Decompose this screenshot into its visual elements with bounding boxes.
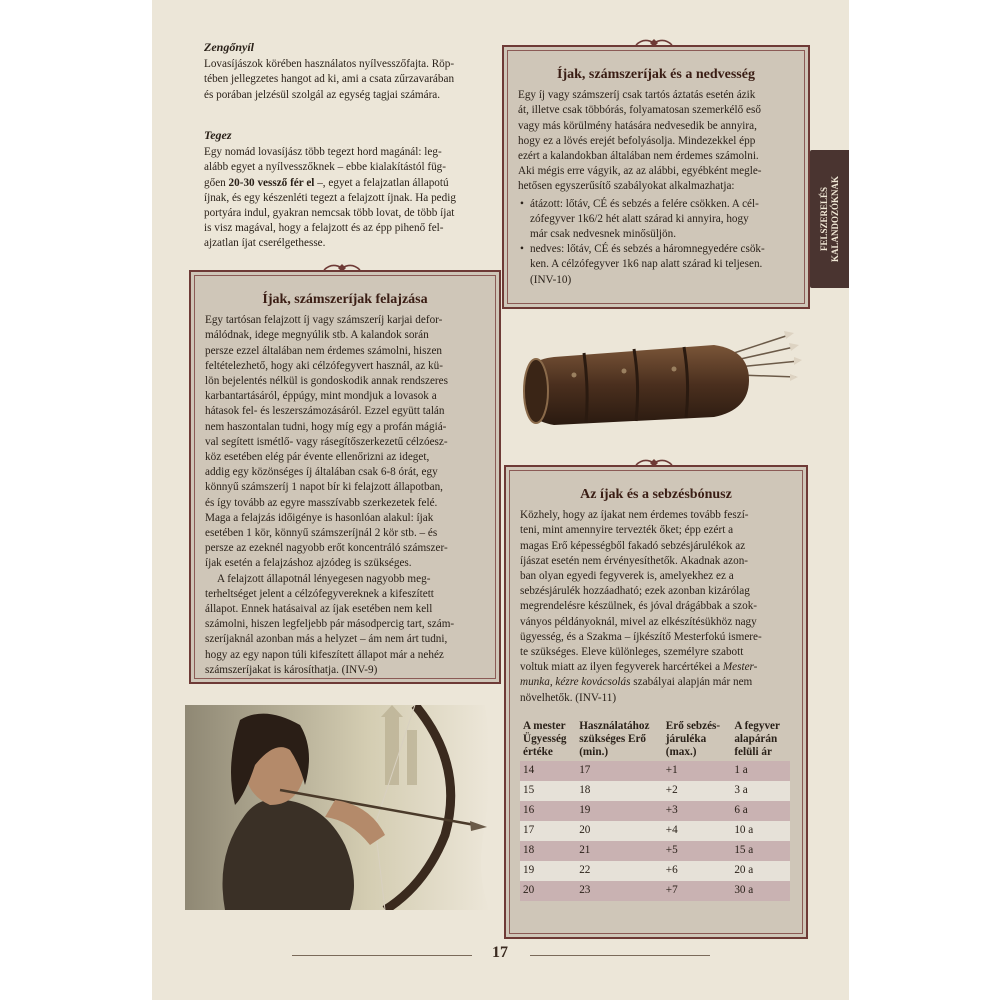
text-line: számszeríjakat is károsíthatja. (INV-9) <box>205 663 378 676</box>
box-felajzas <box>189 270 501 684</box>
text-line: karbantartásáról, éppúgy, mint mondjuk a lovasok a <box>205 390 437 403</box>
text-line: szeríjaknál azonban más a helyzet – ám nem árt tudni, <box>205 633 448 646</box>
text-line: terheltséget jelent a célzófegyvereknek a kifeszített <box>205 587 434 600</box>
text-line: hetősen egyszerűsítő szabályokat alkalmazhatja: <box>518 180 735 193</box>
text-line: Egy tartósan felajzott íj vagy számszeríj karjai defor- <box>205 314 443 327</box>
table-header-row <box>520 720 790 761</box>
footer-line-right <box>530 955 710 956</box>
text-line: sebzésjárulék hozzáadható; ezek azonban kizárólag <box>520 585 750 598</box>
box-felajzas-content <box>205 292 485 678</box>
text-line: Egy íj vagy számszeríj csak tartós áztatás esetén ázik <box>518 89 756 102</box>
box-nedvesseg <box>502 45 810 309</box>
bullet-list <box>518 197 794 288</box>
text-line: Aki mégis erre vágyik, az az alábbi, egyébként megle- <box>518 165 762 178</box>
box-sebzesbonusz <box>504 465 808 939</box>
table-header: Használatához szükséges Erő (min.) <box>579 719 650 758</box>
tegez-line: alább egyet a nyílvesszőknek – ebbe kialakítástól füg- <box>204 161 447 174</box>
text-line: teni, mint amennyire tervezték őket; épp ezért a <box>520 524 734 537</box>
page-number: 17 <box>492 944 508 961</box>
text-line: hogy az egy napon túli kifeszített állapot már a nehéz <box>205 648 444 661</box>
text-line: esetében 1 kör, könnyű számszeríjnál 2 kör stb. – és <box>205 527 438 540</box>
box-sebzesbonusz-content <box>520 487 792 901</box>
ornament-icon <box>634 457 674 469</box>
text-line: te szükséges. Eleve különleges, személyre szabott <box>520 646 744 659</box>
text-line: ezért a kalandokban általában nem érdemes számolni. <box>518 150 759 163</box>
text-line: addig egy közönséges íj általában csak 6-8 órát, egy <box>205 466 438 479</box>
table-row: 14 17 +1 1 a <box>520 761 790 781</box>
table-row: 15 18 +2 3 a <box>520 781 790 801</box>
tegez-line: íjnak, és egy készenléti tegezt a felajzott íjnak. Ha pedig <box>204 191 456 204</box>
text-line: vagy más körülmény hatására nedvesedik be annyira, <box>518 119 757 132</box>
ornament-icon <box>634 37 674 49</box>
text-line: voltuk miatt az ilyen fegyverek harcértékei a Mester- <box>520 661 758 674</box>
list-item: • nedves: lőtáv, CÉ és sebzés a háromnegyedére csök- ken. A célzófegyver 1k6 nap alatt szárad ki teljesen. (INV-10) <box>530 242 794 288</box>
text-line: Közhely, hogy az íjakat nem érdemes tovább feszí- <box>520 509 749 522</box>
box-nedvesseg-content <box>518 67 794 288</box>
text-line: lön bejelentés nélkül is gondoskodik annak rendszeres <box>205 375 448 388</box>
tegez-section <box>204 128 504 252</box>
text-line: ügyesség, és a Szakma – íjkészítő Mesterfokú ismere- <box>520 630 762 643</box>
tegez-line: Egy nomád lovasíjász több tegezt hord magánál: leg- <box>204 146 442 159</box>
text-line: hogy ez a lövés erejét befolyásolja. Mindezekkel épp <box>518 134 756 147</box>
section-tab <box>810 150 849 288</box>
text-line: málódnak, idege megnyúlik stb. A kalandok során <box>205 329 429 342</box>
box-sebzesbonusz-title: Az íjak és a sebzésbónusz <box>580 487 732 502</box>
text-line: Maga a felajzás időigénye is hasonlóan alakul: íjak <box>205 511 434 524</box>
text-line: ványos példányoknál, mivel az elkészítésükhöz nagy <box>520 615 757 628</box>
zengonyil-line: tében jellegzetes hangot ad ki, ami a csata zűrzavarában <box>204 73 455 86</box>
zengonyil-title: Zengőnyíl <box>204 40 254 54</box>
table-row: 17 20 +4 10 a <box>520 821 790 841</box>
tegez-line: ajzatlan íjat cserélgethesse. <box>204 237 326 250</box>
text-line: növelhetők. (INV-11) <box>520 691 617 704</box>
text-line: persze az ezeknél nagyobb erőt koncentráló számszer- <box>205 542 448 555</box>
table-header: A fegyver alapárán felüli ár <box>734 719 780 758</box>
text-line: ban olyan egyedi fegyverek is, amelyekhez ez a <box>520 570 734 583</box>
text-line: íjászat esetén nem érvényesíthetők. Akadnak azon- <box>520 554 749 567</box>
ornament-icon <box>322 262 362 274</box>
tegez-line: portyára indul, gyakran nemcsak több lovat, de több íjat <box>204 207 455 220</box>
text-line: köz esetében elég pár évente ellenőrizni az ideget, <box>205 451 430 464</box>
text-line: állapot. Ennek hatásaival az íjak esetében nem kell <box>205 603 433 616</box>
box-nedvesseg-title: Íjak, számszeríjak és a nedvesség <box>557 67 755 82</box>
text-line: magas Erő képességből fakadó sebzésjárulékok az <box>520 539 746 552</box>
text-line: nem haszontalan tudni, hogy míg egy a profán mágiá- <box>205 420 447 433</box>
text-line: számolni, hiszen legfeljebb pár másodpercig tart, szám- <box>205 618 455 631</box>
text-line: íjak esetén a felajzáshoz ajzódeg is szükséges. <box>205 557 412 570</box>
zengonyil-line: és porában jelzésül szolgál az egység tagjai számára. <box>204 88 441 101</box>
text-line: megrendelésre készülnek, és jóval drágábbak a szok- <box>520 600 758 613</box>
box-felajzas-title: Íjak, számszeríjak felajzása <box>262 292 428 307</box>
table-row: 19 22 +6 20 a <box>520 861 790 881</box>
quiver-illustration <box>514 325 804 445</box>
table-row: 16 19 +3 6 a <box>520 801 790 821</box>
page <box>152 0 849 1000</box>
text-line: könnyű számszeríj 1 napot bír ki felajzott állapotban, <box>205 481 443 494</box>
text-line: át, illetve csak többórás, folyamatosan szemerkélő eső <box>518 104 761 117</box>
zengonyil-line: Lovasíjászok körében használatos nyílvesszőfajta. Röp- <box>204 58 455 71</box>
tegez-line-bold: gően 20-30 vessző fér el –, egyet a felajzatlan állapotú <box>204 176 449 189</box>
text-line: A felajzott állapotnál lényegesen nagyobb meg- <box>217 572 431 585</box>
text-line: feltételezhető, hogy aki célzófegyvert használ, az kü- <box>205 359 443 372</box>
list-item: • átázott: lőtáv, CÉ és sebzés a felére csökken. A cél- zófegyver 1k6/2 hét alatt szárad ki annyira, hogy már csak nedvesnek minősüljön. <box>530 197 794 243</box>
footer-line-left <box>292 955 472 956</box>
text-line: val segített ismétlő- vagy rásegítőszerkezetű célzóesz- <box>205 435 448 448</box>
text-line: munka, kézre kovácsolás szabályai alapján már nem <box>520 676 753 689</box>
table-row: 20 23 +7 30 a <box>520 881 790 901</box>
table-row: 18 21 +5 15 a <box>520 841 790 861</box>
text-line: és így tovább az egyre masszívabb szerkezetek felé. <box>205 496 438 509</box>
text-line: persze ezzel általában nem érdemes számolni, hiszen <box>205 344 442 357</box>
section-tab-label: FELSZERELÉS KALANDOZÓKNAK <box>818 175 840 263</box>
table-header: Erő sebzés- járuléka (max.) <box>665 719 721 758</box>
archer-illustration <box>185 705 495 910</box>
text-line: hátasok fel- és leszerszámozásáról. Ezzel együtt talán <box>205 405 445 418</box>
vessző-count: 20-30 vessző fér el <box>228 176 315 189</box>
tegez-title: Tegez <box>204 128 232 142</box>
table-header: A mester Ügyesség értéke <box>523 719 567 758</box>
bonus-table <box>520 720 790 901</box>
zengonyil-section <box>204 40 504 103</box>
tegez-line: is visz magával, hogy a felajzott és az épp pihenő fel- <box>204 222 444 235</box>
